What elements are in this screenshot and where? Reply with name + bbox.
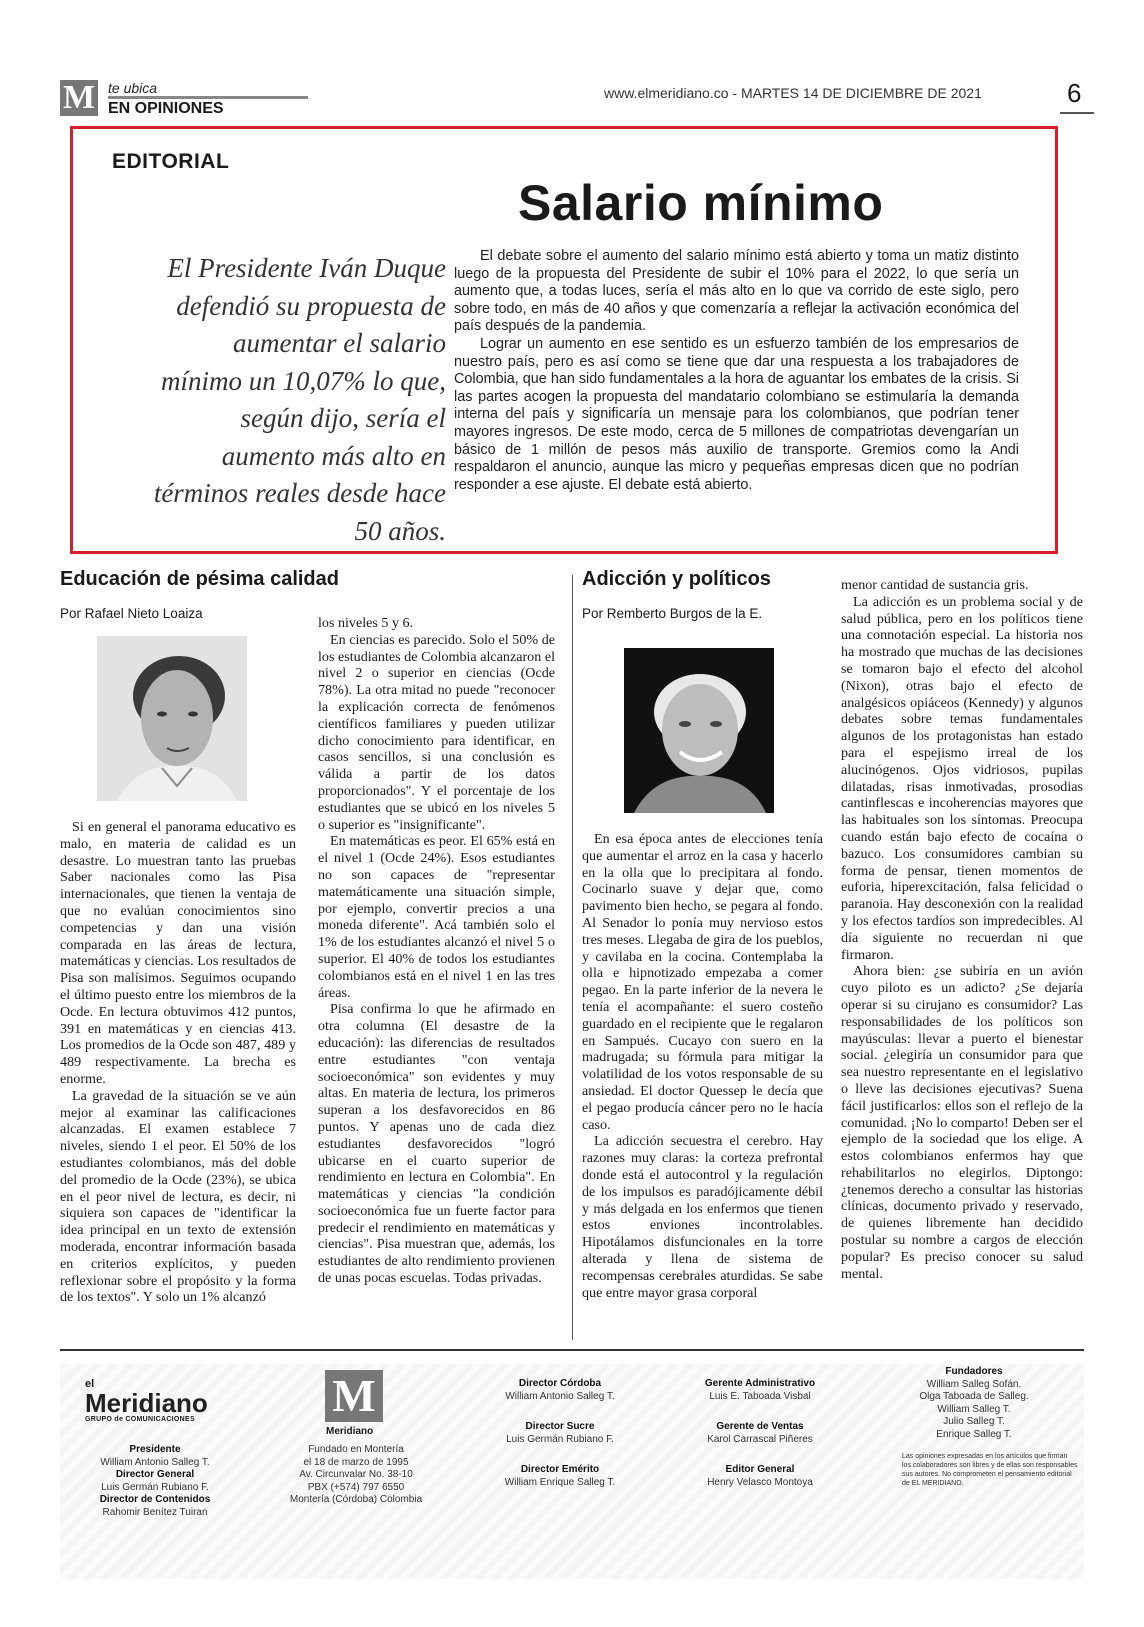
paragraph: Ahora bien: ¿se subiría en un avión cuyo piloto es un adicto? ¿Se dejaría operar si su cirujano es consumidor? Las responsabilidades de los políticos son mayúsculas: llevar a puerto el bienestar social. ¿elegiría un consumidor para que sea nuestro representante en el legislativo o lleve las decisiones ejecutivas? Suena fácil justificarlos: ellos son el reflejo de la comunidad. ¡No lo comparto! Deben ser el ejemplo de la sociedad que los elige. A estos colombianos enfermos hay que rehabilitarlos no elegirlos. Diptongo: ¿tenemos derecho a consultar las historias clínicas, documento privado y reservado, de quienes libremente han decidido postular su nombre a cargos de elección popular? Es preciso conocer su salud mental. — [841, 963, 1083, 1282]
director-contenidos-label: Director de Contenidos — [99, 1494, 211, 1505]
dateline[interactable]: www.elmeridiano.co - MARTES 14 DE DICIEMBRE DE 2021 — [604, 85, 982, 101]
founder-name: Julio Salleg T. — [943, 1416, 1005, 1427]
director-general-label: Director General — [115, 1469, 195, 1480]
editorial-body — [454, 248, 1019, 494]
brand-subtitle: GRUPO de COMUNICACIONES — [85, 1416, 195, 1423]
article-1-column-2 — [318, 615, 555, 1287]
logo-icon[interactable]: M — [60, 80, 98, 116]
director-general-name: Luis Germán Rubiano F. — [101, 1481, 209, 1493]
paragraph: En ciencias es parecido. Solo el 50% de los estudiantes de Colombia alcanzaron el nivel 2 o superior en ciencias (Ocde 78%). La otra mitad no puede "reconocer la explicación correcta de fenómenos científicos familiares y pueden utilizar dicho conocimiento para identificar, en casos sencillos, si una conclusión es válida a partir de los datos proporcionados". Y el porcentaje de los estudiantes que se ubicó en los niveles 5 o superior es "insignificante". — [318, 631, 555, 833]
column-divider — [572, 575, 573, 1340]
author-photo — [624, 648, 774, 813]
editorial-pull-quote: El Presidente Iván Duque defendió su propuesta de aumentar el salario mínimo un 10,07% lo que, según dijo, sería el aumento más alto en términos reales desde hace 50 años. — [153, 253, 446, 546]
gerente-admin-label: Gerente Administrativo — [704, 1378, 816, 1389]
meridiano-logo-name: Meridiano — [326, 1426, 374, 1437]
address-line: Av. Circunvalar No. 38-10 — [299, 1469, 413, 1480]
founded-line: Fundado en Montería — [308, 1444, 404, 1455]
president-name: William Antonio Salleg T. — [100, 1456, 210, 1468]
gerente-ventas-name: Karol Carrascal Piñeres — [707, 1433, 813, 1445]
founder-name: Olga Taboada de Salleg. — [919, 1391, 1029, 1402]
footer-directors — [480, 1378, 640, 1489]
footer-brand — [85, 1378, 235, 1423]
footer-management — [70, 1444, 240, 1519]
founded-info — [286, 1444, 426, 1507]
editor-general-name: Henry Velasco Montoya — [707, 1476, 813, 1488]
paragraph: menor cantidad de sustancia gris. — [841, 577, 1029, 593]
director-sucre-label: Director Sucre — [525, 1421, 595, 1432]
paragraph: En esa época antes de elecciones tenía que aumentar el arroz en la casa y hacerlo en la olla que lo precipitara al fondo. Cocinarlo suave y dejar que, como pavimento bien hecho, se pegara al fondo. Al Senador lo ponía muy nervioso estos tres meses. Llegaba de gira de los pueblos, y cavilaba en la cocina. Contemplaba la olla e hipnotizado empezaba a comer pegao. En la parte inferior de la nevera le tenía el acompañante: el suero costeño guardado en el recipiente que le regalaron en Sampués. Cucayo con suero en la madrugada; su fórmula para mitigar la volatilidad de los votos responsable de su ansiedad. El doctor Quessep le decía que el pegao producía cáncer pero no le hacía caso. — [582, 831, 823, 1133]
paragraph: los niveles 5 y 6. — [318, 615, 414, 631]
paragraph: En matemáticas es peor. El 65% está en el nivel 1 (Ocde 24%). Esos estudiantes no son capaces de "representar matemáticamente una situación simple, por ejemplo, convertir precios a una moneda diferente". Acá también solo el 1% de los estudiantes alcanzó el nivel 5 o superior. El 40% de todos los estudiantes colombianos está en el nivel 1 en las tres áreas. — [318, 833, 555, 1001]
paragraph: La adicción es un problema social y de salud pública, pero en los políticos tiene una connotación especial. La historia nos ha mostrado que muchas de las decisiones se tomaron bajo el efecto del alcohol (Nixon), otras bajo el efecto de analgésicos opiáceos (Kennedy) y algunos debates sobre temas fundamentales algunos de los protagonistas han estado para el espejismo irreal de los alucinógenos. Ojos vidriosos, pupilas dilatadas, risas inmotivadas, prosodias cantinflescas e incoherencias mayores que las habituales son los síntomas. Preocupa cuando están bajo efecto de cocaína o bazuco. Los consumidores cambian su forma de pensar, tienen momentos de euforia, hiperexcitación, falsa felicidad o paranoia. Hay desconexión con la realidad y los efectos tardíos son impredecibles. Al día siguiente no recuerdan ni que firmaron. — [841, 593, 1083, 963]
founder-name: Enrique Salleg T. — [936, 1428, 1012, 1440]
founded-line: el 18 de marzo de 1995 — [303, 1456, 409, 1468]
editor-general-label: Editor General — [725, 1464, 795, 1475]
footer — [60, 1364, 1084, 1579]
footer-founders — [886, 1366, 1062, 1441]
city-line: Montería (Córdoba) Colombia — [289, 1494, 423, 1505]
phone-line: PBX (+574) 797 6550 — [307, 1481, 405, 1493]
article-1-column-1 — [60, 819, 296, 1306]
director-emerito-name: William Enrique Salleg T. — [504, 1476, 616, 1488]
brand-el: el — [85, 1378, 95, 1390]
fundadores-label: Fundadores — [945, 1366, 1003, 1377]
gerente-ventas-label: Gerente de Ventas — [716, 1421, 804, 1432]
director-contenidos-name: Rahomir Benítez Tuiran — [102, 1506, 208, 1518]
editorial-paragraph: El debate sobre el aumento del salario mínimo está abierto y toma un matiz distinto luego de la propuesta del Presidente de subir el 10% para el 2022, lo que sería un aumento que, a todas luces, sería el más alto en lo que va corrido de este siglo, pero sobre todo, en más de 40 años y que comenzaría a reflejar la activación económica del país después de la pandemia. — [454, 248, 1019, 335]
editorial-paragraph: Lograr un aumento en ese sentido es un esfuerzo también de los empresarios de nuestro país, pero es así como se tiene que dar una respuesta a los trabajadores de Colombia, que han sido fundamentales a la hora de aguantar los embates de la crisis. Si las partes acogen la propuesta del mandatario colombiano se estimularía la demanda interna del país y significaría un mensaje para los colombianos, que podrían tener mayores ingresos. De este modo, cerca de 5 millones de compatriotas devengarían un básico de 1 millón de pesos más auxilio de transporte. Gremios como la Andi respaldaron el anuncio, aunque las micro y pequeñas empresas dicen que no podrían responder a ese ajuste. El debate está abierto. — [454, 335, 1019, 493]
brand-name: Meridiano — [85, 1388, 208, 1418]
tagline: te ubica — [108, 80, 158, 96]
page-number: 6 — [1067, 78, 1082, 108]
paragraph: Pisa confirma lo que he afirmado en otra columna (El desastre de la educación): las diferencias de resultados entre estudiantes "con ventaja socioeconómica" son evidentes y muy altas. En materia de lectura, los primeros superan a los desfavorecidos en 86 puntos. Y apenas uno de cada diez estudiantes desfavorecidos "logró ubicarse en el cuarto superior de rendimiento en lectura en Colombia". En matemáticas y ciencias "la condición socioeconómica fue un fuerte factor para predecir el rendimiento en matemáticas y ciencias". Pisa muestran que, además, los estudiantes de alto rendimiento provienen de unas pocas escuelas. Todas privadas. — [318, 1001, 555, 1287]
article-title: Educación de pésima calidad — [60, 568, 339, 590]
article-title: Adicción y políticos — [582, 568, 771, 590]
tagline-divider — [108, 96, 308, 99]
paragraph: Si en general el panorama educativo es malo, en materia de calidad es un desastre. Lo muestran tanto las pruebas Saber nacionales como las Pisa internacionales, que tienen la ventaja de que no evalúan conocimientos sino competencias y dan una visión comparada en las áreas de lectura, matemáticas y ciencias. Los resultados de Pisa son malísimos. Seguimos ocupando el último puesto entre los miembros de la Ocde. En lectura obtuvimos 412 puntos, 391 en matemáticas y en ciencias 413. Los promedios de la Ocde son 487, 489 y 489 respectivamente. La brecha es enorme. — [60, 819, 296, 1087]
section-name: EN OPINIONES — [108, 100, 224, 117]
author-photo — [97, 636, 247, 801]
founder-name: William Salleg T. — [937, 1403, 1011, 1415]
director-cordoba-name: William Antonio Salleg T. — [505, 1390, 615, 1402]
article-author: Por Remberto Burgos de la E. — [582, 606, 763, 621]
article-2-column-1 — [582, 831, 823, 1301]
editorial-title: Salario mínimo — [518, 175, 884, 231]
article-2-column-2 — [841, 577, 1083, 1282]
footer-divider — [60, 1349, 1084, 1351]
director-emerito-label: Director Emérito — [520, 1464, 600, 1475]
article-author: Por Rafael Nieto Loaiza — [60, 606, 203, 621]
gerente-admin-name: Luis E. Taboada Visbal — [709, 1390, 811, 1402]
paragraph: La gravedad de la situación se ve aún mejor al examinar las calificaciones alcanzadas. El examen establece 7 niveles, siendo 1 el peor. El 50% de los estudiantes colombianos, más del doble del promedio de la Ocde (23%), se ubica en el peor nivel de lectura, es decir, ni siquiera son capaces de "identificar la idea principal en un texto de extensión moderada, encontrar información basada en criterios explícitos, y pueden reflexionar sobre el propósito y la forma de los textos". Y solo un 1% alcanzó — [60, 1087, 296, 1306]
paragraph: La adicción secuestra el cerebro. Hay razones muy claras: la corteza prefrontal donde está el autocontrol y la regulación de los impulsos es paradójicamente débil y más delgada en los enfermos que tienen estos enviones incontrolables. Hipotálamos disfuncionales en la torre alterada y llena de sistema de recompensas cerebrales aturdidas. Se sabe que entre mayor grasa corporal — [582, 1133, 823, 1301]
director-sucre-name: Luis Germán Rubiano F. — [506, 1433, 614, 1445]
editorial-label: EDITORIAL — [112, 150, 230, 173]
page-number-divider — [1060, 112, 1094, 114]
president-label: Presidente — [129, 1444, 181, 1455]
footer-managers — [680, 1378, 840, 1489]
director-cordoba-label: Director Córdoba — [518, 1378, 602, 1389]
meridiano-logo-icon: M — [325, 1370, 383, 1422]
disclaimer: Las opiniones expresadas en los artículos que firman los colaboradores son libres y de ellas son responsables sus autores. No comprometen el pensamiento editorial de EL MERIDIANO. — [902, 1453, 1078, 1487]
founder-name: William Salleg Sofán. — [926, 1378, 1022, 1390]
